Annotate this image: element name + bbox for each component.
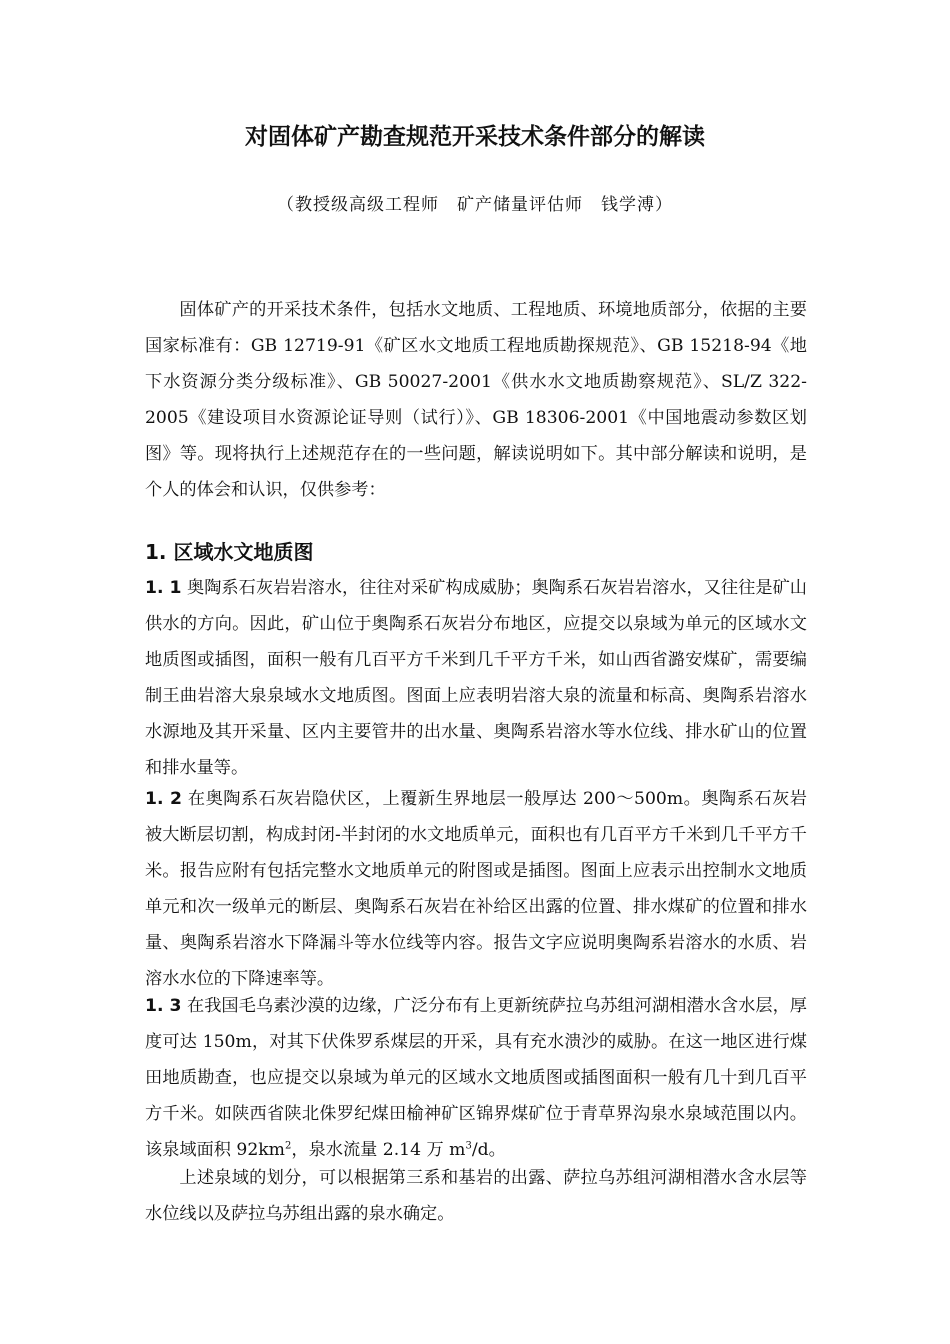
item-number: 1. 2 xyxy=(145,789,182,809)
intro-paragraph: 固体矿产的开采技术条件，包括水文地质、工程地质、环境地质部分，依据的主要国家标准有：GB 12719-91《矿区水文地质工程地质勘探规范》、GB 15218-94《地下水资源分类分级标准》、GB 50027-2001《供水水文地质勘察规范》、SL/Z 322-2005《建设项目水资源论证导则（试行）》、GB 18306-2001《中国地震动参数区划图》等。现将执行上述规范存在的一些问题，解读说明如下。其中部分解读和说明，是个人的体会和认识，仅供参考： xyxy=(145,300,807,500)
item-number: 1. 3 xyxy=(145,996,182,1016)
author-line: （教授级高级工程师 矿产储量评估师 钱学溥） xyxy=(277,195,673,215)
item-text: ，泉水流量 2.14 万 m xyxy=(291,1140,466,1160)
item-text: 在奥陶系石灰岩隐伏区，上覆新生界地层一般厚达 200～500m。奥陶系石灰岩被大断层切割，构成封闭-半封闭的水文地质单元，面积也有几百平方千米到几千平方千米。报告应附有包括完整水文地质单元的附图或是插图。图面上应表示出控制水文地质单元和次一级单元的断层、奥陶系石灰岩在补给区出露的位置、排水煤矿的位置和排水量、奥陶系岩溶水下降漏斗等水位线等内容。报告文字应说明奥陶系岩溶水的水质、岩溶水水位的下降速率等。 xyxy=(145,789,807,989)
item-text: /d。 xyxy=(471,1140,506,1160)
section-heading: 1. 区域水文地质图 xyxy=(145,540,314,564)
superscript-3: 3 xyxy=(465,1140,472,1152)
document-title: 对固体矿产勘查规范开采技术条件部分的解读 xyxy=(245,124,705,150)
section-item-1-2 xyxy=(145,781,807,997)
item-text: 奥陶系石灰岩岩溶水，往往对采矿构成威胁；奥陶系石灰岩岩溶水，又往往是矿山供水的方向。因此，矿山位于奥陶系石灰岩分布地区，应提交以泉域为单元的区域水文地质图或插图，面积一般有几百平方千米到几千平方千米，如山西省潞安煤矿，需要编制王曲岩溶大泉泉域水文地质图。图面上应表明岩溶大泉的流量和标高、奥陶系岩溶水水源地及其开采量、区内主要管井的出水量、奥陶系岩溶水等水位线、排水矿山的位置和排水量等。 xyxy=(145,578,807,778)
closing-paragraph: 上述泉域的划分，可以根据第三系和基岩的出露、萨拉乌苏组河湖相潜水含水层等水位线以及萨拉乌苏组出露的泉水确定。 xyxy=(145,1168,807,1224)
item-number: 1. 1 xyxy=(145,578,182,598)
section-item-1-3 xyxy=(145,988,807,1168)
item-text: 在我国毛乌素沙漠的边缘，广泛分布有上更新统萨拉乌苏组河湖相潜水含水层，厚度可达 150m，对其下伏侏罗系煤层的开采，具有充水溃沙的威胁。在这一地区进行煤田地质勘查，也应提交以泉域为单元的区域水文地质图或插图面积一般有几十到几百平方千米。如陕西省陕北侏罗纪煤田榆神矿区锦界煤矿位于青草界沟泉水泉域范围以内。该泉域面积 92km xyxy=(145,996,807,1160)
section-item-1-1 xyxy=(145,570,807,786)
superscript-2: 2 xyxy=(285,1140,292,1152)
